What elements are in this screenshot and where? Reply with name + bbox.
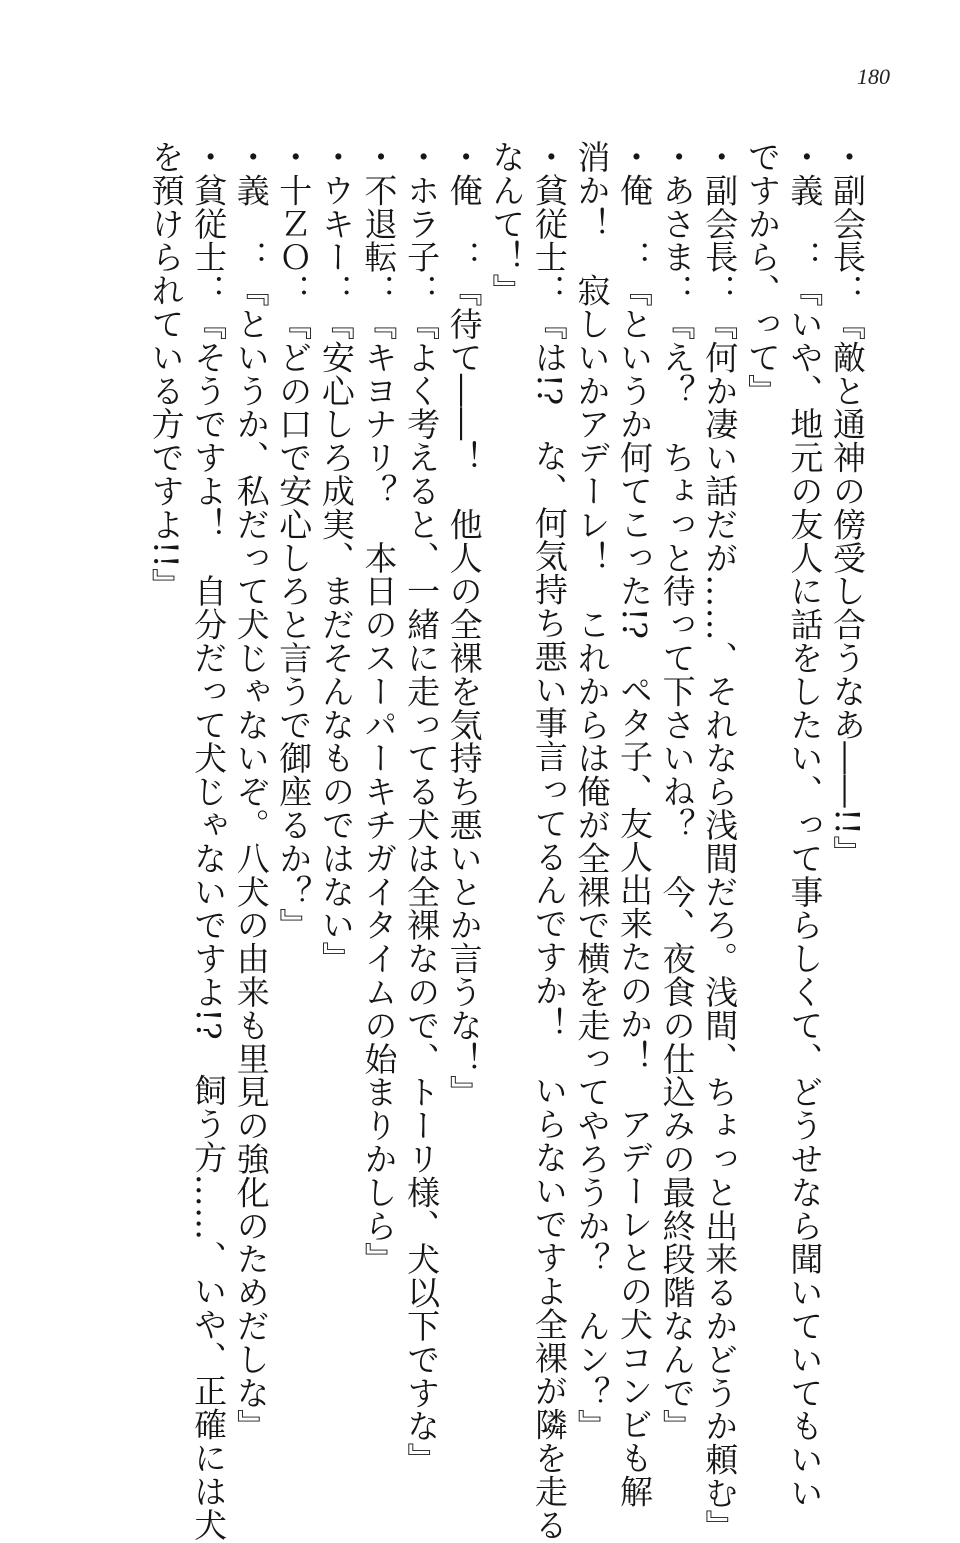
text-line: ・十ＺＯ：『どの口で安心しろと言うで御座るか？』 — [274, 140, 314, 942]
text-line: ・副会長：『何か凄い話だが……、それなら浅間だろ。浅間、ちょっと出来るかどうか頼む』 — [700, 140, 740, 1543]
text-line: ・不退転：『キヨナリ？ 本日のスーパーキチガイタイムの始まりかしら』 — [359, 140, 399, 1276]
text-line: ・副会長：『敵と通神の傍受し合うなあ――!!』 — [828, 140, 867, 869]
text-line: ですから、って』 — [742, 140, 782, 408]
text-line: ・あさま：『え？ ちょっと待って下さいね？ 今、夜食の仕込みの最終段階なんで』 — [657, 140, 697, 1443]
text-line: ・俺 ：『というか何てこった!? ペタ子、友人出来たのか！ アデーレとの犬コンビも解 — [615, 140, 655, 1508]
text-line: を預けられている方ですよ!!』 — [146, 140, 186, 602]
text-line: なんて！』 — [487, 140, 527, 307]
text-line: ・俺 ：『待て――！ 他人の全裸を気持ち悪いとか言うな！』 — [444, 140, 484, 1109]
text-line: ・ウキー：『安心しろ成実、まだそんなものではない』 — [316, 140, 356, 975]
text-line: ・義 ：『いや、地元の友人に話をしたい、って事らしくて、どうせなら聞いていてもいい — [785, 140, 825, 1510]
text-line: ・義 ：『というか、私だって犬じゃないぞ。八犬の由来も里見の強化のためだしな』 — [231, 140, 271, 1443]
page-number: 180 — [857, 64, 890, 89]
text-line: ・貧従士：『そうですよ！ 自分だって犬じゃないですよ!? 飼う方……、いや、正確には犬 — [189, 140, 229, 1542]
text-line: 消か！ 寂しいかアデーレ！ これからは俺が全裸で横を走ってやろうか？ んン？』 — [572, 140, 612, 1443]
text-line: ・貧従士：『は!? な、何気持ち悪い事言ってるんですか！ いらないですよ全裸が隣を走る — [529, 140, 569, 1542]
text-line: ・ホラ子：『よく考えると、一緒に走ってる犬は全裸なので、トーリ様、犬以下ですな』 — [402, 140, 442, 1476]
vertical-text-block — [108, 140, 868, 1543]
